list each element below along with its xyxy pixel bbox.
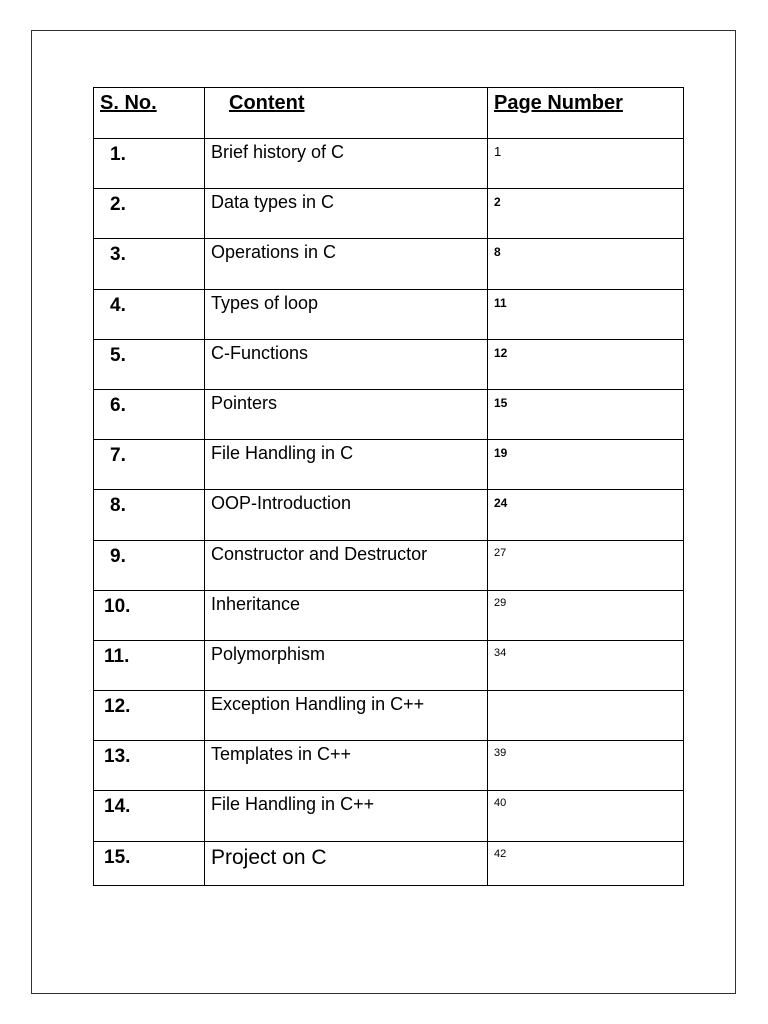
table-row	[94, 339, 684, 389]
table-row	[94, 239, 684, 289]
row-serial: 4.	[94, 289, 205, 339]
row-page: 42	[488, 841, 684, 885]
row-content: Exception Handling in C++	[205, 691, 488, 741]
table-row	[94, 389, 684, 439]
row-content: Templates in C++	[205, 741, 488, 791]
row-page: 1	[488, 139, 684, 189]
table-header-row	[94, 88, 684, 139]
row-content: OOP-Introduction	[205, 490, 488, 540]
row-content: Pointers	[205, 389, 488, 439]
row-serial: 2.	[94, 189, 205, 239]
row-content: Brief history of C	[205, 139, 488, 189]
table-row	[94, 640, 684, 690]
row-page: 15	[488, 389, 684, 439]
row-page: 40	[488, 791, 684, 841]
row-content: Polymorphism	[205, 640, 488, 690]
row-serial: 12.	[94, 691, 205, 741]
row-serial: 1.	[94, 139, 205, 189]
row-serial: 7.	[94, 440, 205, 490]
row-content: Project on C	[205, 841, 488, 885]
row-page: 12	[488, 339, 684, 389]
row-page: 11	[488, 289, 684, 339]
table-row	[94, 490, 684, 540]
table-row	[94, 289, 684, 339]
row-page: 27	[488, 540, 684, 590]
row-serial: 13.	[94, 741, 205, 791]
row-page: 39	[488, 741, 684, 791]
table-row	[94, 791, 684, 841]
row-content: Operations in C	[205, 239, 488, 289]
contents-table	[93, 87, 684, 886]
row-serial: 10.	[94, 590, 205, 640]
header-page-number: Page Number	[488, 88, 684, 139]
table-row	[94, 440, 684, 490]
row-serial: 15.	[94, 841, 205, 885]
row-content: Data types in C	[205, 189, 488, 239]
row-page: 34	[488, 640, 684, 690]
header-serial-number: S. No.	[94, 88, 205, 139]
header-content: Content	[205, 88, 488, 139]
row-page: 29	[488, 590, 684, 640]
table-row	[94, 590, 684, 640]
row-content: Types of loop	[205, 289, 488, 339]
row-page: 8	[488, 239, 684, 289]
table-row	[94, 691, 684, 741]
row-serial: 14.	[94, 791, 205, 841]
row-content: Constructor and Destructor	[205, 540, 488, 590]
row-serial: 3.	[94, 239, 205, 289]
row-page: 19	[488, 440, 684, 490]
row-page	[488, 691, 684, 741]
row-content: C-Functions	[205, 339, 488, 389]
row-serial: 11.	[94, 640, 205, 690]
row-page: 24	[488, 490, 684, 540]
table-row	[94, 139, 684, 189]
table-row	[94, 741, 684, 791]
row-content: File Handling in C++	[205, 791, 488, 841]
row-page: 2	[488, 189, 684, 239]
row-serial: 9.	[94, 540, 205, 590]
row-content: File Handling in C	[205, 440, 488, 490]
row-serial: 8.	[94, 490, 205, 540]
row-content: Inheritance	[205, 590, 488, 640]
table-row	[94, 540, 684, 590]
row-serial: 5.	[94, 339, 205, 389]
table-row	[94, 841, 684, 885]
table-row	[94, 189, 684, 239]
row-serial: 6.	[94, 389, 205, 439]
